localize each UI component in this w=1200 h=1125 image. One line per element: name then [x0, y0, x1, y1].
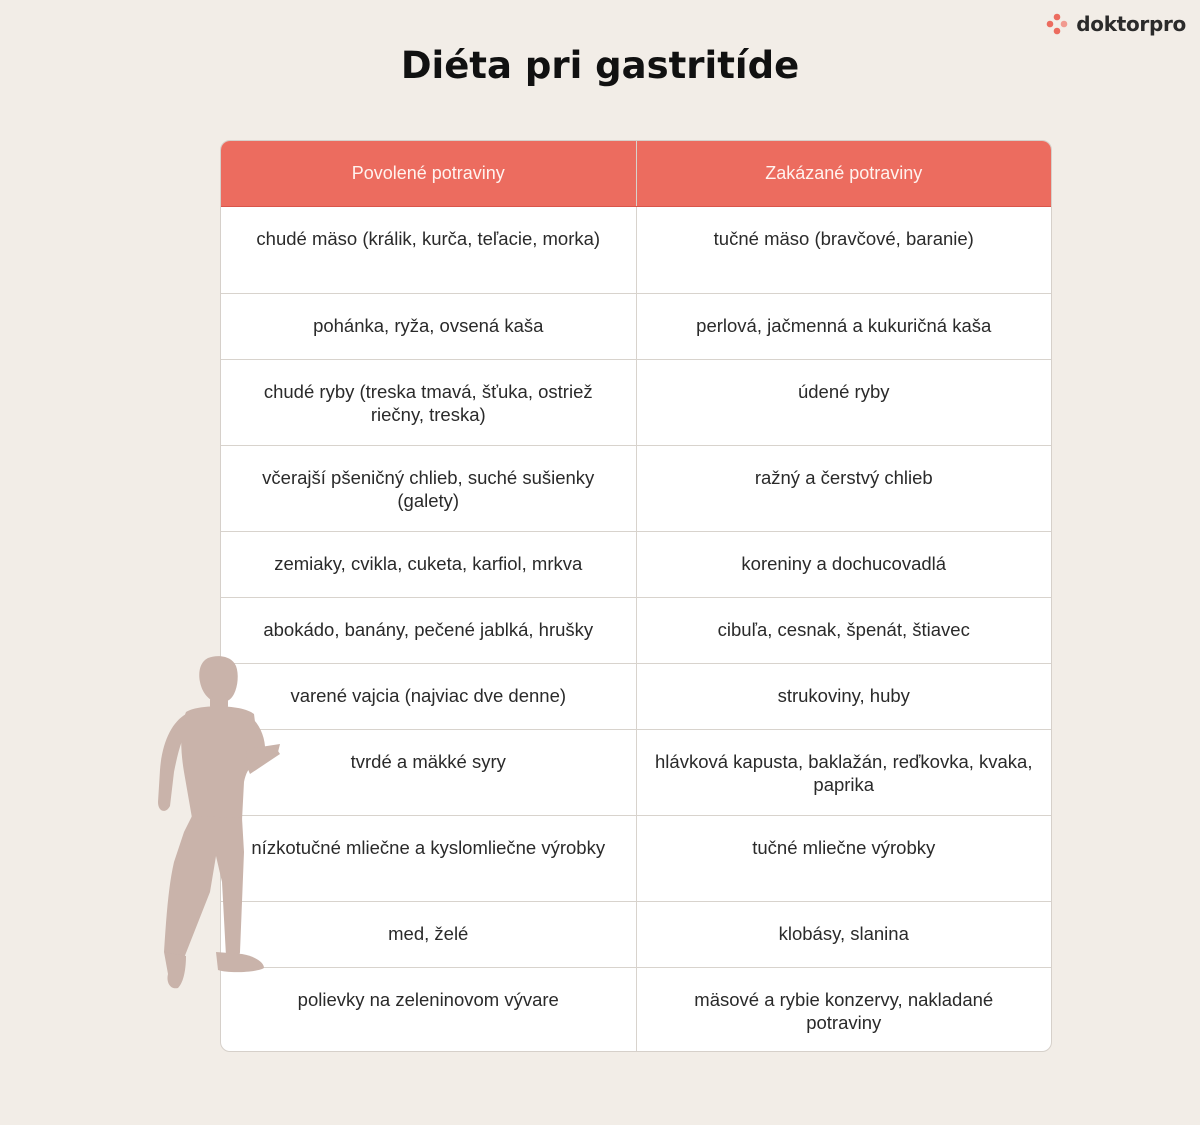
allowed-food-cell: včerajší pšeničný chlieb, suché sušienky (galety)	[221, 446, 637, 531]
table-row	[221, 293, 1051, 359]
forbidden-food-cell: tučné mliečne výrobky	[752, 837, 936, 858]
allowed-food-cell: polievky na zeleninovom vývare	[221, 968, 637, 1052]
table-header	[221, 141, 1051, 207]
diet-table	[220, 140, 1052, 1052]
brand-logo[interactable]	[1046, 12, 1186, 36]
allowed-food-cell: chudé ryby (treska tmavá, šťuka, ostriež riečny, treska)	[221, 360, 637, 445]
header-forbidden: Zakázané potraviny	[765, 163, 923, 183]
forbidden-food-cell: strukoviny, huby	[777, 685, 910, 706]
table-row	[221, 359, 1051, 445]
table-row	[221, 967, 1051, 1052]
page-title: Diéta pri gastritíde	[400, 44, 800, 87]
allowed-food-cell: chudé mäso (králik, kurča, teľacie, morka)	[221, 207, 637, 293]
forbidden-food-cell: koreniny a dochucovadlá	[741, 553, 947, 574]
forbidden-food-cell: mäsové a rybie konzervy, nakladané potraviny	[694, 989, 994, 1033]
table-row	[221, 729, 1051, 815]
forbidden-food-cell: klobásy, slanina	[778, 923, 909, 944]
allowed-food-cell: abokádo, banány, pečené jablká, hrušky	[221, 598, 637, 663]
header-allowed: Povolené potraviny	[221, 141, 637, 206]
allowed-food-cell: med, želé	[221, 902, 637, 967]
forbidden-food-cell: ražný a čerstvý chlieb	[754, 467, 933, 488]
table-row	[221, 663, 1051, 729]
forbidden-food-cell: tučné mäso (bravčové, baranie)	[713, 228, 974, 249]
table-row	[221, 901, 1051, 967]
table-row	[221, 597, 1051, 663]
allowed-food-cell: nízkotučné mliečne a kyslomliečne výrobky	[221, 816, 637, 901]
table-row	[221, 815, 1051, 901]
allowed-food-cell: varené vajcia (najviac dve denne)	[221, 664, 637, 729]
forbidden-food-cell: hlávková kapusta, baklažán, reďkovka, kvaka, paprika	[655, 751, 1033, 795]
forbidden-food-cell: perlová, jačmenná a kukuričná kaša	[696, 315, 992, 336]
allowed-food-cell: tvrdé a mäkké syry	[221, 730, 637, 815]
brand-name: doktorpro	[1076, 12, 1186, 36]
table-row	[221, 207, 1051, 293]
table-row	[221, 445, 1051, 531]
doktorpro-diamond-icon	[1046, 13, 1068, 35]
allowed-food-cell: zemiaky, cvikla, cuketa, karfiol, mrkva	[221, 532, 637, 597]
forbidden-food-cell: údené ryby	[797, 381, 890, 402]
allowed-food-cell: pohánka, ryža, ovsená kaša	[221, 294, 637, 359]
forbidden-food-cell: cibuľa, cesnak, špenát, štiavec	[717, 619, 970, 640]
table-row	[221, 531, 1051, 597]
